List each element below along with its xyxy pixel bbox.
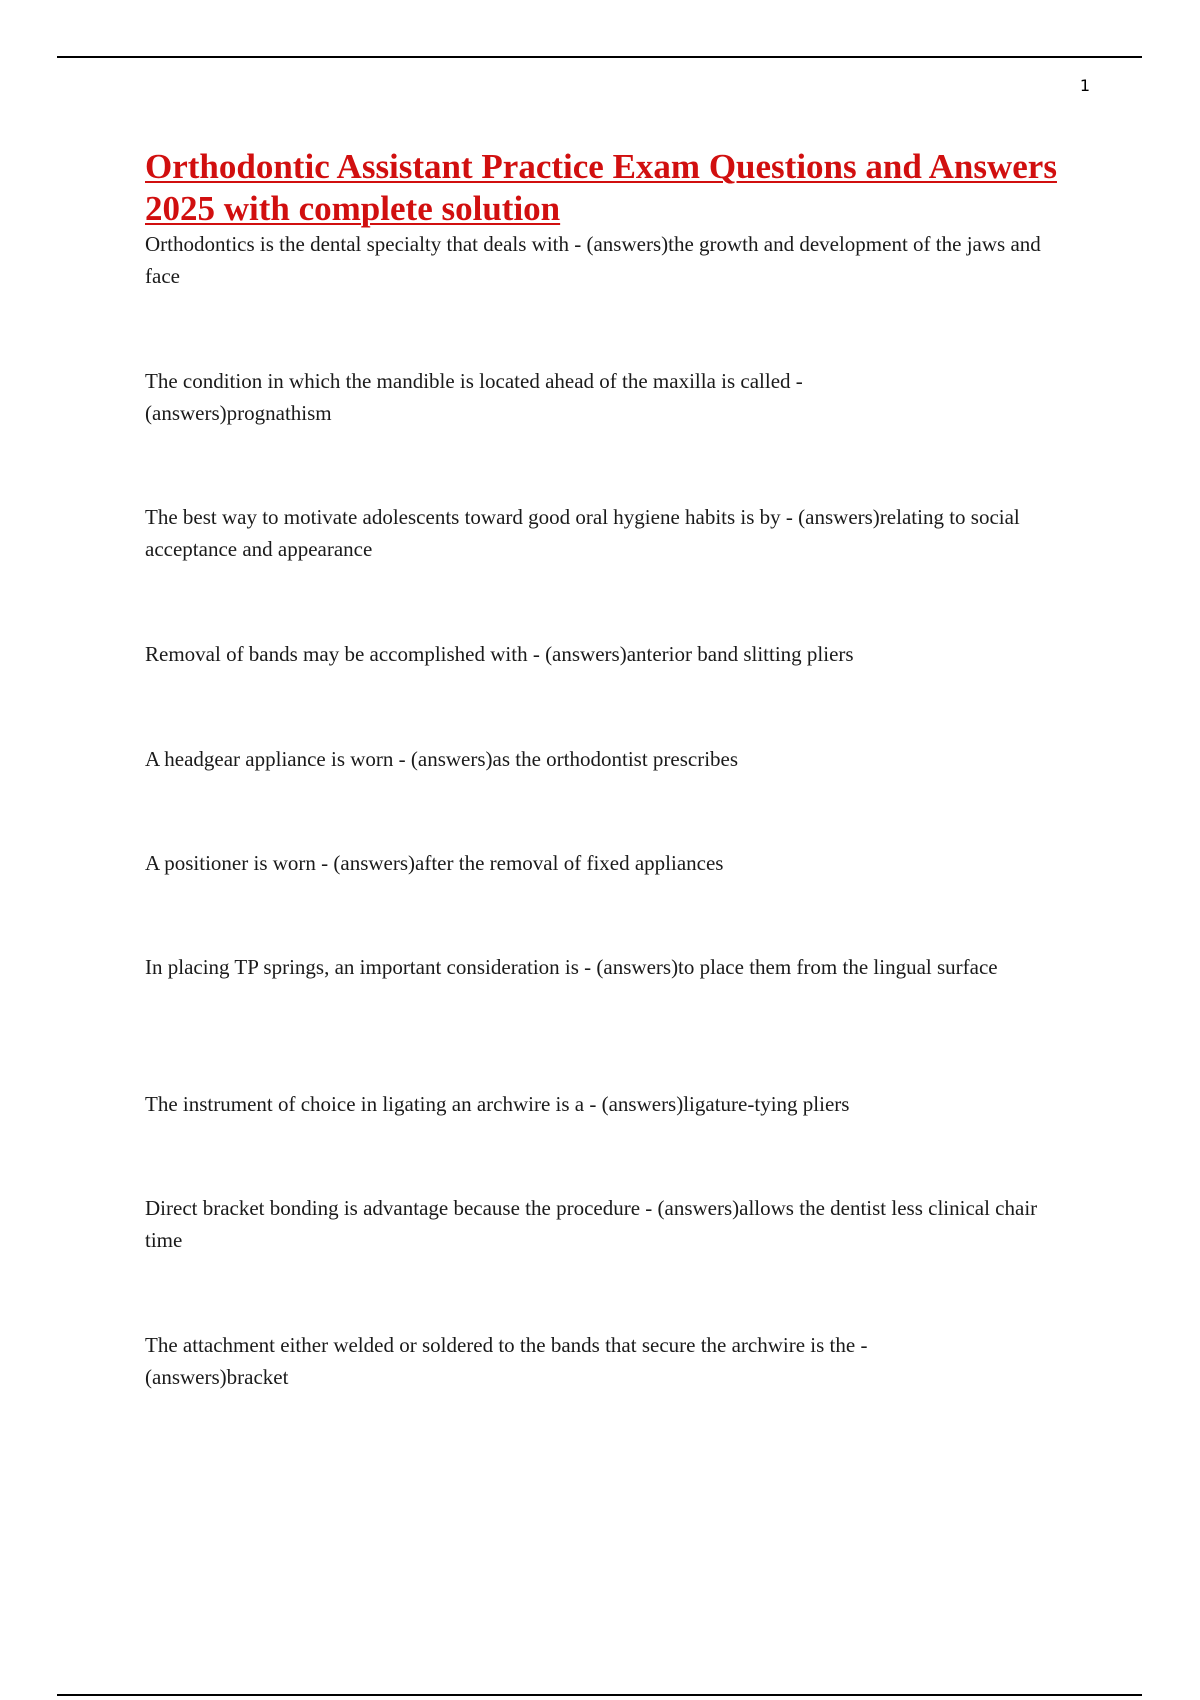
question-item-2: The condition in which the mandible is located ahead of the maxilla is called - (answers)prognathism bbox=[145, 369, 803, 425]
question-item-7: In placing TP springs, an important consideration is - (answers)to place them from the lingual surface bbox=[145, 955, 998, 979]
footer-rule bbox=[57, 1694, 1142, 1696]
question-item-1: Orthodontics is the dental specialty that deals with - (answers)the growth and development of the jaws and face bbox=[145, 232, 1041, 288]
question-item-10: The attachment either welded or soldered to the bands that secure the archwire is the - (answers)bracket bbox=[145, 1333, 868, 1389]
question-item-9: Direct bracket bonding is advantage because the procedure - (answers)allows the dentist less clinical chair time bbox=[145, 1196, 1038, 1252]
question-item-8: The instrument of choice in ligating an archwire is a - (answers)ligature-tying pliers bbox=[145, 1092, 850, 1116]
document-title: Orthodontic Assistant Practice Exam Questions and Answers 2025 with complete solution bbox=[145, 147, 1057, 228]
question-item-4: Removal of bands may be accomplished with - (answers)anterior band slitting pliers bbox=[145, 642, 854, 666]
question-item-5: A headgear appliance is worn - (answers)as the orthodontist prescribes bbox=[145, 747, 739, 771]
header-rule bbox=[57, 56, 1142, 58]
question-item-6: A positioner is worn - (answers)after the removal of fixed appliances bbox=[145, 851, 724, 875]
page-number: 1 bbox=[1079, 76, 1090, 95]
question-item-3: The best way to motivate adolescents toward good oral hygiene habits is by - (answers)relating to social acceptance and appearance bbox=[145, 505, 1020, 561]
